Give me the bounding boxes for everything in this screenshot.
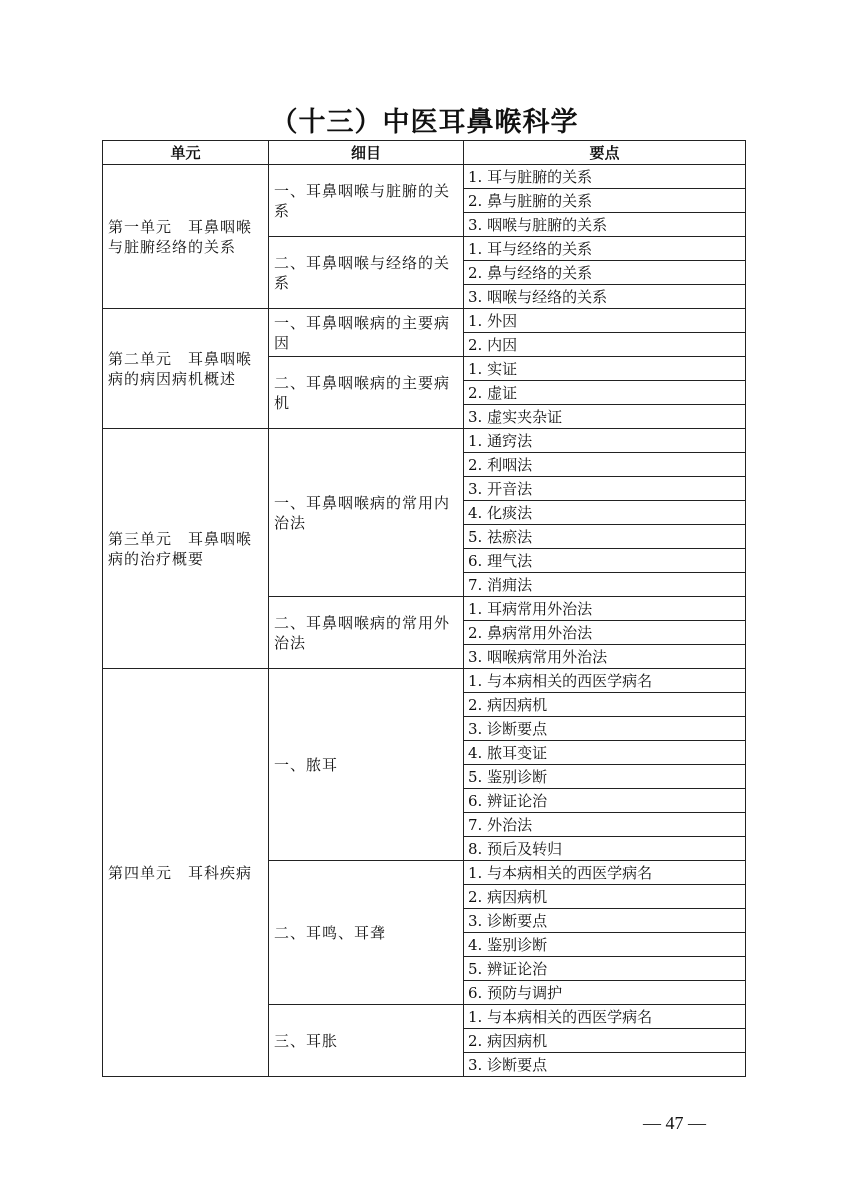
point-cell: 2. 病因病机 — [464, 885, 746, 909]
point-cell: 2. 病因病机 — [464, 1029, 746, 1053]
table-row — [103, 309, 746, 333]
point-cell: 6. 预防与调护 — [464, 981, 746, 1005]
point-cell: 3. 咽喉与脏腑的关系 — [464, 213, 746, 237]
point-cell: 2. 鼻与经络的关系 — [464, 261, 746, 285]
unit-cell: 第三单元 耳鼻咽喉病的治疗概要 — [103, 429, 269, 669]
detail-cell: 一、耳鼻咽喉与脏腑的关系 — [269, 165, 464, 237]
table-row — [103, 429, 746, 453]
detail-cell: 一、耳鼻咽喉病的常用内治法 — [269, 429, 464, 597]
point-cell: 2. 病因病机 — [464, 693, 746, 717]
point-cell: 3. 诊断要点 — [464, 909, 746, 933]
point-cell: 1. 外因 — [464, 309, 746, 333]
point-cell: 2. 鼻病常用外治法 — [464, 621, 746, 645]
point-cell: 3. 开音法 — [464, 477, 746, 501]
detail-cell: 二、耳鸣、耳聋 — [269, 861, 464, 1005]
point-cell: 4. 鉴别诊断 — [464, 933, 746, 957]
point-cell: 7. 外治法 — [464, 813, 746, 837]
point-cell: 3. 诊断要点 — [464, 717, 746, 741]
point-cell: 5. 鉴别诊断 — [464, 765, 746, 789]
detail-cell: 一、脓耳 — [269, 669, 464, 861]
detail-cell: 二、耳鼻咽喉与经络的关系 — [269, 237, 464, 309]
syllabus-table — [102, 140, 746, 1077]
point-cell: 3. 虚实夹杂证 — [464, 405, 746, 429]
unit-cell: 第一单元 耳鼻咽喉与脏腑经络的关系 — [103, 165, 269, 309]
unit-cell: 第二单元 耳鼻咽喉病的病因病机概述 — [103, 309, 269, 429]
table-header-row — [103, 141, 746, 165]
point-cell: 2. 虚证 — [464, 381, 746, 405]
point-cell: 5. 祛瘀法 — [464, 525, 746, 549]
point-cell: 5. 辨证论治 — [464, 957, 746, 981]
point-cell: 1. 通窍法 — [464, 429, 746, 453]
page-title: （十三）中医耳鼻喉科学 — [270, 107, 579, 138]
detail-cell: 三、耳胀 — [269, 1005, 464, 1077]
header-unit: 单元 — [103, 141, 269, 165]
page-number: — 47 — — [643, 1113, 706, 1133]
point-cell: 6. 辨证论治 — [464, 789, 746, 813]
detail-cell: 二、耳鼻咽喉病的常用外治法 — [269, 597, 464, 669]
header-point: 要点 — [464, 141, 746, 165]
point-cell: 1. 耳与脏腑的关系 — [464, 165, 746, 189]
detail-cell: 二、耳鼻咽喉病的主要病机 — [269, 357, 464, 429]
point-cell: 1. 与本病相关的西医学病名 — [464, 669, 746, 693]
point-cell: 2. 利咽法 — [464, 453, 746, 477]
point-cell: 1. 与本病相关的西医学病名 — [464, 861, 746, 885]
table-row — [103, 669, 746, 693]
point-cell: 7. 消痈法 — [464, 573, 746, 597]
unit-cell: 第四单元 耳科疾病 — [103, 669, 269, 1077]
point-cell: 3. 咽喉与经络的关系 — [464, 285, 746, 309]
point-cell: 1. 耳与经络的关系 — [464, 237, 746, 261]
point-cell: 6. 理气法 — [464, 549, 746, 573]
point-cell: 3. 诊断要点 — [464, 1053, 746, 1077]
point-cell: 2. 鼻与脏腑的关系 — [464, 189, 746, 213]
point-cell: 3. 咽喉病常用外治法 — [464, 645, 746, 669]
point-cell: 2. 内因 — [464, 333, 746, 357]
header-detail: 细目 — [269, 141, 464, 165]
point-cell: 1. 耳病常用外治法 — [464, 597, 746, 621]
table-row — [103, 165, 746, 189]
point-cell: 1. 实证 — [464, 357, 746, 381]
point-cell: 4. 脓耳变证 — [464, 741, 746, 765]
table-body — [103, 165, 746, 1077]
point-cell: 8. 预后及转归 — [464, 837, 746, 861]
point-cell: 1. 与本病相关的西医学病名 — [464, 1005, 746, 1029]
detail-cell: 一、耳鼻咽喉病的主要病因 — [269, 309, 464, 357]
point-cell: 4. 化痰法 — [464, 501, 746, 525]
